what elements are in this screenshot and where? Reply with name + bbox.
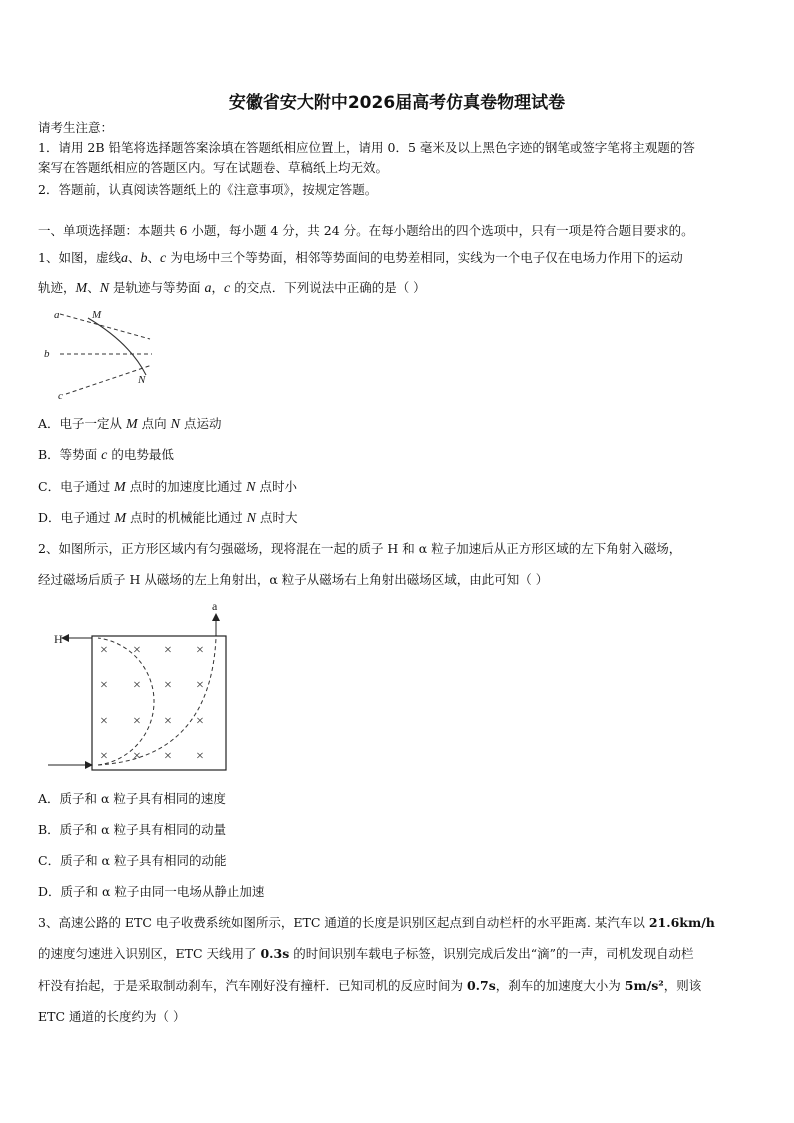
field-cross: × <box>133 749 141 764</box>
field-cross: × <box>100 678 108 693</box>
notice-line-3: 2．答题前，认真阅读答题纸上的《注意事项》，按规定答题。 <box>38 182 378 197</box>
label-H: H <box>54 632 63 646</box>
page-title: 安徽省安大附中2026届高考仿真卷物理试卷 <box>228 93 566 113</box>
q3-stem-line-2: 的速度匀速进入识别区，ETC 天线用了 0.3s 的时间识别车载电子标签，识别完成后发出“滴”的一声，司机发现自动栏 <box>38 946 694 961</box>
q2-stem-line-1: 2、如图所示，正方形区域内有匀强磁场，现将混在一起的质子 H 和 α 粒子加速后从正方形区域的左下角射入磁场， <box>38 541 682 556</box>
q1-option-b[interactable]: B．等势面 c 的电势最低 <box>38 447 174 463</box>
field-cross: × <box>196 749 204 764</box>
notice-heading: 请考生注意： <box>38 120 114 135</box>
label-b: b <box>44 348 50 360</box>
field-cross: × <box>100 714 108 729</box>
field-cross: × <box>100 643 108 658</box>
q1-option-c[interactable]: C．电子通过 M 点时的加速度比通过 N 点时小 <box>38 479 297 495</box>
q2-figure <box>40 598 240 776</box>
q1-stem-line-2: 轨迹，M、N 是轨迹与等势面 a，c 的交点．下列说法中正确的是（ ） <box>38 280 426 296</box>
label-alpha: a <box>212 599 218 613</box>
q2-option-b[interactable]: B．质子和 α 粒子具有相同的动量 <box>38 822 227 837</box>
equipotential-a <box>60 314 150 339</box>
field-cross: × <box>133 714 141 729</box>
field-cross: × <box>196 678 204 693</box>
field-cross: × <box>196 714 204 729</box>
q3-stem-line-1: 3、高速公路的 ETC 电子收费系统如图所示，ETC 通道的长度是识别区起点到自动栏杆的水平距离. 某汽车以 21.6km/h <box>38 915 715 930</box>
q3-stem-line-4: ETC 通道的长度约为（ ） <box>38 1009 186 1024</box>
q2-stem-line-2: 经过磁场后质子 H 从磁场的左上角射出，α 粒子从磁场右上角射出磁场区域，由此可知（ ） <box>38 572 549 587</box>
q1-figure <box>38 305 168 405</box>
q2-option-d[interactable]: D．质子和 α 粒子由同一电场从静止加速 <box>38 884 265 899</box>
electron-trajectory <box>88 318 146 375</box>
magnetic-field-square <box>92 636 226 770</box>
field-cross: × <box>133 678 141 693</box>
q1-option-a[interactable]: A．电子一定从 M 点向 N 点运动 <box>38 416 222 432</box>
field-cross: × <box>100 749 108 764</box>
field-crosses <box>100 643 204 764</box>
q2-option-c[interactable]: C．质子和 α 粒子具有相同的动能 <box>38 853 227 868</box>
section-heading: 一、单项选择题：本题共 6 小题，每小题 4 分，共 24 分。在每小题给出的四个选项中，只有一项是符合题目要求的。 <box>38 223 694 238</box>
notice-line-1: 1．请用 2B 铅笔将选择题答案涂填在答题纸相应位置上，请用 0．5 毫米及以上黑色字迹的钢笔或签字笔将主观题的答 <box>38 140 695 155</box>
label-N: N <box>138 374 146 386</box>
notice-line-2: 案写在答题纸相应的答题区内。写在试题卷、草稿纸上均无效。 <box>38 160 389 175</box>
label-c: c <box>58 390 63 402</box>
q1-option-d[interactable]: D．电子通过 M 点时的机械能比通过 N 点时大 <box>38 510 298 526</box>
field-cross: × <box>164 643 172 658</box>
q2-option-a[interactable]: A．质子和 α 粒子具有相同的速度 <box>38 791 226 806</box>
q1-stem-line-1: 1、如图，虚线a、b、c 为电场中三个等势面，相邻等势面间的电势差相同，实线为一个电子仅在电场力作用下的运动 <box>38 250 683 266</box>
field-cross: × <box>133 643 141 658</box>
label-a: a <box>54 309 60 321</box>
label-M: M <box>92 309 102 321</box>
field-cross: × <box>196 643 204 658</box>
field-cross: × <box>164 678 172 693</box>
q3-stem-line-3: 杆没有抬起，于是采取制动刹车，汽车刚好没有撞杆．已知司机的反应时间为 0.7s，刹车的加速度大小为 5m/s²，则该 <box>38 978 702 993</box>
field-cross: × <box>164 749 172 764</box>
field-cross: × <box>164 714 172 729</box>
